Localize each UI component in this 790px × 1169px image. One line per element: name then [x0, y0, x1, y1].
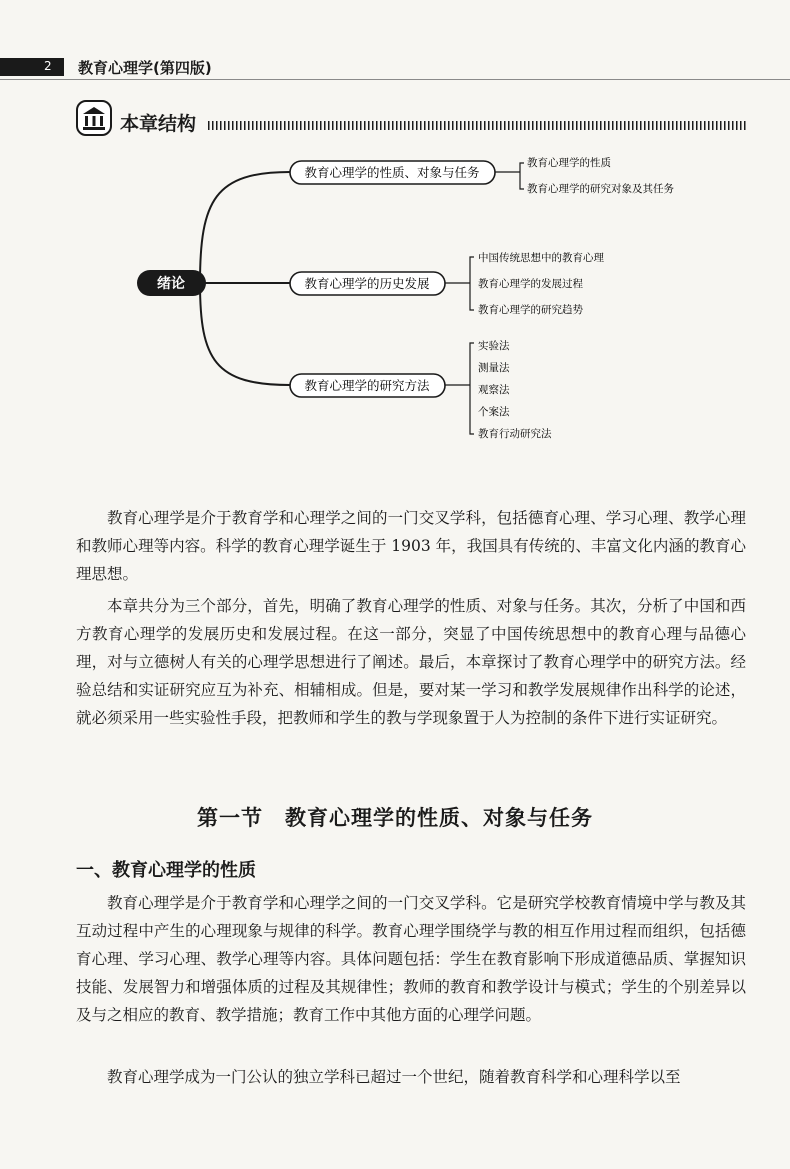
branch-2-leaf-3: 教育心理学的研究趋势 — [478, 304, 583, 316]
root-node-label: 绪论 — [157, 276, 185, 292]
branch-2-leaf-2: 教育心理学的发展过程 — [478, 278, 583, 290]
section-title: 第一节 教育心理学的性质、对象与任务 — [197, 806, 593, 830]
branch-1-leaf-2: 教育心理学的研究对象及其任务 — [527, 183, 674, 195]
branch-3-bracket — [470, 343, 474, 434]
branch-label-3: 教育心理学的研究方法 — [304, 378, 430, 393]
branch-1-leaf-1: 教育心理学的性质 — [527, 157, 611, 169]
branch-3-leaf-5: 教育行动研究法 — [478, 428, 552, 440]
branch-3-leaf-4: 个案法 — [478, 406, 510, 418]
running-title: 教育心理学(第四版) — [78, 59, 212, 77]
page-number: 2 — [44, 59, 52, 73]
connector-branch-1 — [200, 172, 290, 283]
intro-paragraph-2: 本章共分为三个部分，首先，明确了教育心理学的性质、对象与任务。其次，分析了中国和西方教育心理学的发展历史和发展过程。在这一部分，突显了中国传统思想中的教育心理与品德心理，对与立德树人有关的心理学思想进行了阐述。最后，本章探讨了教育心理学中的研究方法。经验总结和实证研究应互为补充、相辅相成。但是，要对某一学习和教学发展规律作出科学的论述，就必须采用一些实验性手段，把教师和学生的教与学现象置于人为控制的条件下进行实证研究。 — [76, 597, 746, 727]
branch-label-1: 教育心理学的性质、对象与任务 — [304, 165, 480, 180]
branch-3-leaf-1: 实验法 — [478, 340, 510, 352]
branch-3-leaf-3: 观察法 — [478, 384, 510, 396]
building-icon — [76, 100, 112, 136]
chapter-mind-map — [0, 140, 790, 460]
connector-branch-3 — [200, 283, 290, 385]
branch-2-bracket — [470, 257, 474, 310]
branch-label-2: 教育心理学的历史发展 — [304, 276, 430, 291]
subsection-title: 一、教育心理学的性质 — [76, 860, 256, 881]
header-bar — [0, 58, 64, 76]
branch-2-leaf-1: 中国传统思想中的教育心理 — [478, 252, 604, 264]
section-paragraph-2: 教育心理学成为一门公认的独立学科已超过一个世纪，随着教育科学和心理科学以至 — [107, 1068, 681, 1086]
structure-decorative-rule — [208, 121, 748, 130]
branch-3-leaf-2: 测量法 — [478, 362, 510, 374]
header-divider — [0, 79, 790, 80]
intro-paragraph-1: 教育心理学是介于教育学和心理学之间的一门交叉学科，包括德育心理、学习心理、教学心理和教师心理等内容。科学的教育心理学诞生于 1903 年，我国具有传统的、丰富文化内涵的教育心理思想。 — [76, 509, 746, 583]
section-paragraph-1: 教育心理学是介于教育学和心理学之间的一门交叉学科。它是研究学校教育情境中学与教及其互动过程中产生的心理现象与规律的科学。教育心理学围绕学与教的相互作用过程而组织，包括德育心理、学习心理、教学心理等内容。具体问题包括：学生在教育影响下形成道德品质、掌握知识技能、发展智力和增强体质的过程及其规律性；教师的教育和教学设计与模式；学生的个别差异以及与之相应的教育、教学措施；教育工作中其他方面的心理学问题。 — [76, 894, 746, 1024]
branch-1-bracket — [520, 163, 524, 189]
chapter-structure-title: 本章结构 — [120, 113, 197, 135]
